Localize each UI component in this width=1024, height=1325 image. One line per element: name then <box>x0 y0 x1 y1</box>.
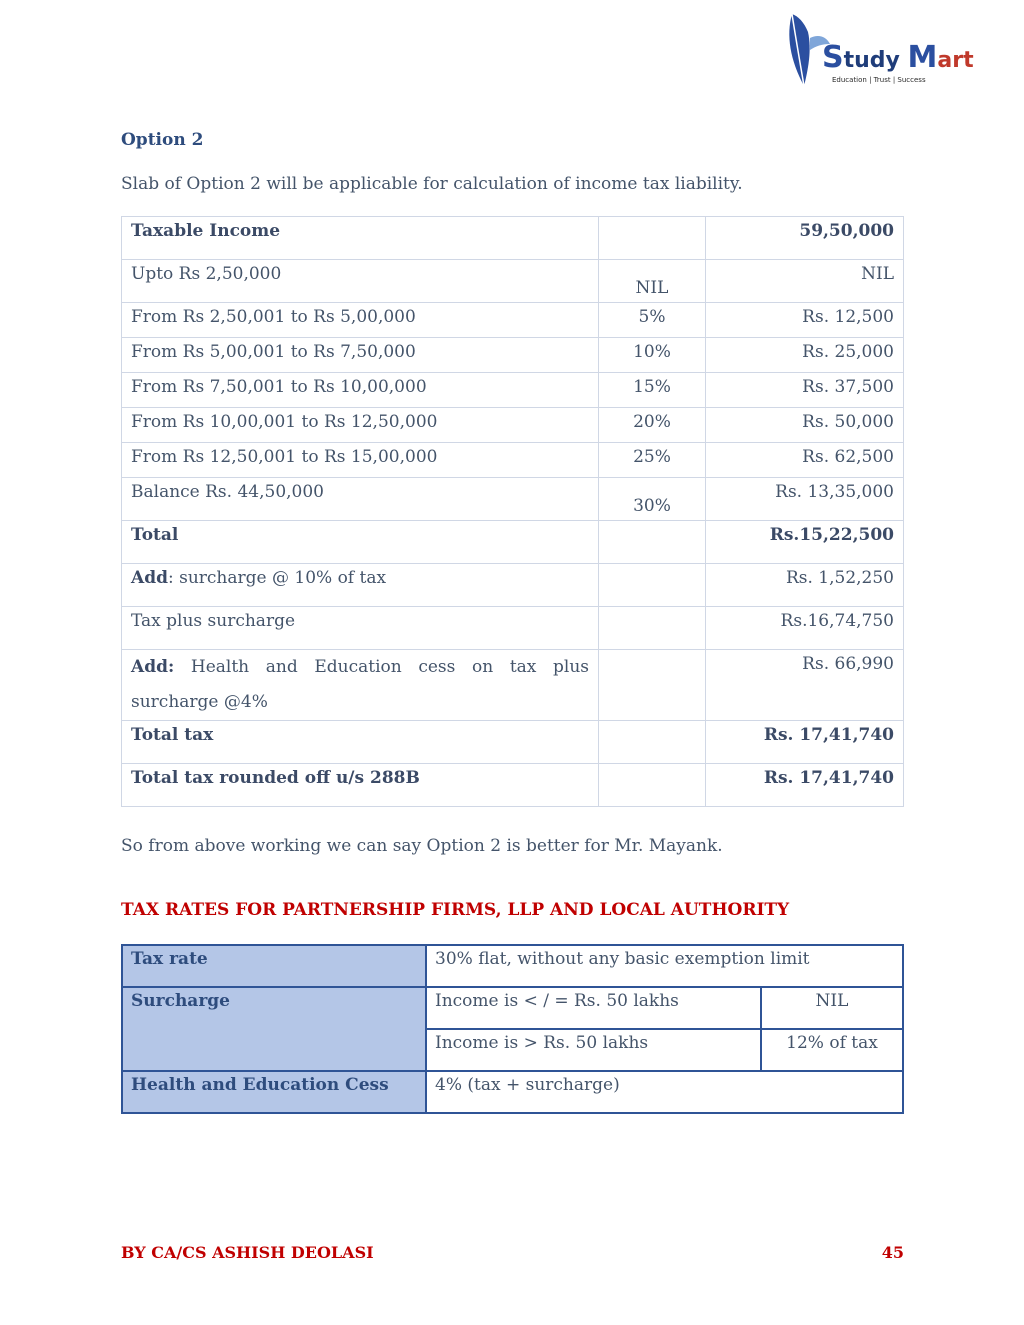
table-row <box>122 987 903 1029</box>
total-tax-label: Total tax <box>122 721 599 764</box>
slab-label: Balance Rs. 44,50,000 <box>122 478 599 521</box>
slab-amount: Rs. 37,500 <box>706 373 904 408</box>
table-row <box>122 260 904 303</box>
study-mart-logo <box>782 10 972 90</box>
cess-label: Health and Education Cess <box>122 1071 426 1113</box>
tax-computation-table <box>121 216 904 807</box>
table-row <box>122 338 904 373</box>
table-row <box>122 1071 903 1113</box>
table-row <box>122 303 904 338</box>
total-value: Rs.15,22,500 <box>706 521 904 564</box>
option-heading: Option 2 <box>121 130 204 150</box>
table-row <box>122 764 904 807</box>
slab-amount: Rs. 13,35,000 <box>706 478 904 521</box>
conclusion-text: So from above working we can say Option 2 is better for Mr. Mayank. <box>121 836 723 856</box>
footer-author: BY CA/CS ASHISH DEOLASI <box>121 1243 374 1262</box>
total-label: Total <box>122 521 599 564</box>
cess-value: Rs. 66,990 <box>706 650 904 721</box>
slab-label: From Rs 12,50,001 to Rs 15,00,000 <box>122 443 599 478</box>
rounded-tax-value: Rs. 17,41,740 <box>706 764 904 807</box>
surcharge-condition: Income is > Rs. 50 lakhs <box>426 1029 761 1071</box>
slab-rate: 10% <box>599 338 706 373</box>
logo-tagline: Education | Trust | Success <box>832 76 926 84</box>
taxable-income-label: Taxable Income <box>122 217 599 260</box>
slab-label: From Rs 2,50,001 to Rs 5,00,000 <box>122 303 599 338</box>
table-row <box>122 478 904 521</box>
slab-label: From Rs 7,50,001 to Rs 10,00,000 <box>122 373 599 408</box>
rounded-tax-label: Total tax rounded off u/s 288B <box>122 764 599 807</box>
slab-rate: NIL <box>599 260 706 303</box>
tax-rate-value: 30% flat, without any basic exemption limit <box>426 945 903 987</box>
surcharge-value: Rs. 1,52,250 <box>706 564 904 607</box>
slab-label: Upto Rs 2,50,000 <box>122 260 599 303</box>
total-tax-value: Rs. 17,41,740 <box>706 721 904 764</box>
logo-wordmark: Study Mart <box>822 40 974 75</box>
partnership-rates-table <box>121 944 904 1114</box>
slab-rate: 20% <box>599 408 706 443</box>
surcharge-label: Surcharge <box>122 987 426 1071</box>
section-title: TAX RATES FOR PARTNERSHIP FIRMS, LLP AND LOCAL AUTHORITY <box>121 900 790 920</box>
table-row <box>122 443 904 478</box>
table-row <box>122 650 904 721</box>
slab-amount: NIL <box>706 260 904 303</box>
slab-rate: 5% <box>599 303 706 338</box>
surcharge-condition: Income is < / = Rs. 50 lakhs <box>426 987 761 1029</box>
table-row <box>122 521 904 564</box>
cess-label: Add: Health and Education cess on tax plus surcharge @4% <box>122 650 599 721</box>
table-row <box>122 408 904 443</box>
table-row <box>122 607 904 650</box>
table-row <box>122 564 904 607</box>
surcharge-rate: NIL <box>761 987 903 1029</box>
slab-rate: 15% <box>599 373 706 408</box>
slab-amount: Rs. 50,000 <box>706 408 904 443</box>
table-row <box>122 373 904 408</box>
taxable-income-value: 59,50,000 <box>706 217 904 260</box>
page-number: 45 <box>881 1243 904 1262</box>
surcharge-label: Add: surcharge @ 10% of tax <box>122 564 599 607</box>
intro-text: Slab of Option 2 will be applicable for calculation of income tax liability. <box>121 174 743 194</box>
slab-amount: Rs. 12,500 <box>706 303 904 338</box>
slab-amount: Rs. 62,500 <box>706 443 904 478</box>
tax-plus-surcharge-label: Tax plus surcharge <box>122 607 599 650</box>
slab-label: From Rs 5,00,001 to Rs 7,50,000 <box>122 338 599 373</box>
slab-rate: 25% <box>599 443 706 478</box>
slab-rate: 30% <box>599 478 706 521</box>
slab-amount: Rs. 25,000 <box>706 338 904 373</box>
cess-value: 4% (tax + surcharge) <box>426 1071 903 1113</box>
table-row <box>122 945 903 987</box>
tax-rate-label: Tax rate <box>122 945 426 987</box>
surcharge-rate: 12% of tax <box>761 1029 903 1071</box>
tax-plus-surcharge-value: Rs.16,74,750 <box>706 607 904 650</box>
slab-label: From Rs 10,00,001 to Rs 12,50,000 <box>122 408 599 443</box>
table-row <box>122 721 904 764</box>
table-row <box>122 217 904 260</box>
